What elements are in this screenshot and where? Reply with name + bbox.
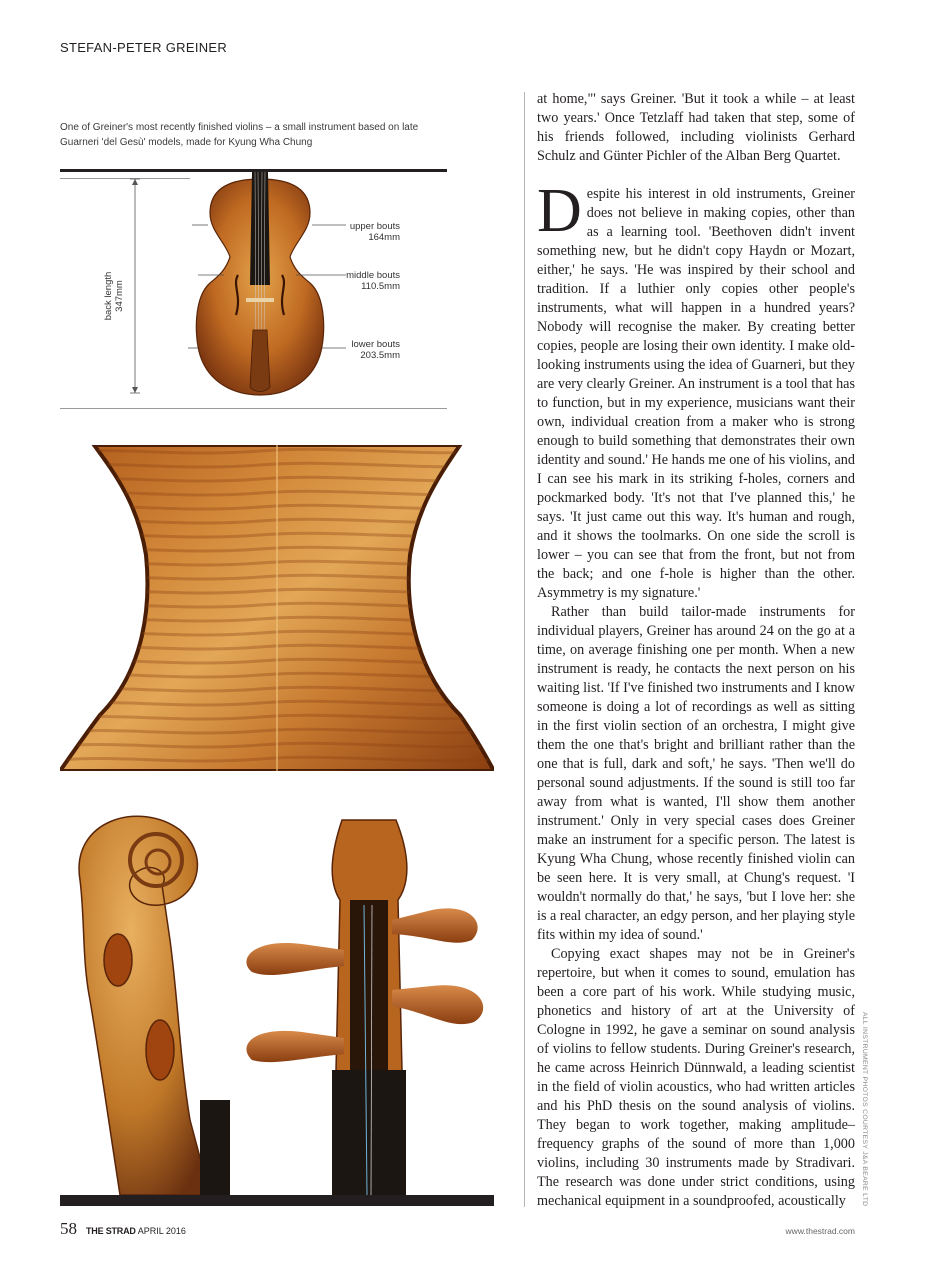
upper-bouts-label: upper bouts 164mm — [349, 221, 400, 243]
violin-scroll-front-photo — [232, 810, 494, 1195]
back-length-label: back length 347mm — [103, 271, 125, 321]
lower-bouts-label: lower bouts 203.5mm — [351, 339, 400, 361]
figure-caption: One of Greiner's most recently finished violins – a small instrument based on late Guarneri 'del Gesù' models, made for Kyung Wha Chung — [60, 122, 419, 148]
magazine-title: THE STRAD — [86, 1226, 136, 1236]
violin-diagram — [60, 165, 447, 410]
violin-scroll-side-photo — [60, 800, 238, 1195]
article-paragraph: at home,"' says Greiner. 'But it took a while – at least two years.' Once Tetzlaff had taken that step, some of his friends followed, including violinists Gerhard Schulz and Günter Pichler of the Alban Berg Quartet. — [537, 91, 855, 164]
running-head: STEFAN-PETER GREINER — [60, 40, 228, 55]
issue-date: APRIL 2016 — [137, 1226, 186, 1236]
footer-rule — [60, 1195, 494, 1206]
violin-back-closeup-photo — [60, 445, 494, 771]
article-paragraph: Copying exact shapes may not be in Greiner's repertoire, but when it comes to sound, emulation has been a core part of his work. While studying music, phonetics and history of art at the University of Cologne in 1992, he gave a seminar on sound analysis of violins to fellow students. During Greiner's research, he came across Heinrich Dünnwald, a leading scientist in the field of violin acoustics, who had written articles and his PhD thesis on the sound analysis of violins. They began to work together, making amplitude–frequency graphs of the sound of more than 1,000 violins, including 30 instruments made by Stradivari. The research was done under strict conditions, using mechanical equipment in a soundproofed, acoustically — [537, 946, 855, 1209]
article-body — [537, 90, 855, 1211]
drop-cap: D — [537, 177, 582, 245]
website-url: www.thestrad.com — [785, 1226, 855, 1236]
page-number: 58 — [60, 1219, 77, 1238]
article-paragraph: Rather than build tailor-made instruments for individual players, Greiner has around 24 on the go at a time, on average finishing one per month. When a new instrument is ready, he contacts the next person on his waiting list. 'If I've finished two instruments and I know someone is doing a lot of recordings as well as sitting in the first violin section of an orchestra, I might give them the one that's bright and brilliant rather than the one that is full, dark and soft,' he says. 'Then we'll do personal sound adjustments. If the sound is still too far away from what is wanted, I'll show them another instrument.' Only in very special cases does Greiner make an instrument for a specific person. The latest is Kyung Wha Chung, whose recently finished violin can be seen here. It is very small, at Chung's request. 'I wouldn't normally do that,' he says, 'but I love her: she is a real character, an edgy person, and her playing style fits within my idea of sound.' — [537, 604, 855, 943]
middle-bouts-label: middle bouts 110.5mm — [346, 270, 400, 292]
photo-credit: ALL INSTRUMENT PHOTOS COURTESY J&A BEARE LTD — [861, 1012, 868, 1207]
article-paragraph: Despite his interest in old instruments, Greiner does not believe in making copies, other than as a learning tool. 'Beethoven didn't invent something new, but he didn't copy Haydn or Mozart, either,' he says. 'He was inspired by their school and tradition. If a luthier only copies other people's instruments, what will happen in a hundred years? Nobody will recognise the maker. By creating better copies, people are losing their own identity. I make old-looking instruments using the idea of Guarneri, but they are very clearly Greiner. An instrument is a tool that has to function, but in my experience, musicians want their own, individual creation from a maker who is strong enough to build something that demonstrates their own identity and sound.' He hands me one of his violins, and I can see his mark in its striking f-holes, corners and pockmarked body. 'It's not that I've planned this,' he says. 'It just came out this way. It's human and rough, and it shows the toolmarks. On one side the scroll is lower – you can see that from the front, but not from the back; and one f-hole is higher than the other. Asymmetry is my signature.' — [537, 177, 855, 601]
column-rule — [524, 92, 525, 1207]
magazine-issue — [86, 1226, 186, 1236]
